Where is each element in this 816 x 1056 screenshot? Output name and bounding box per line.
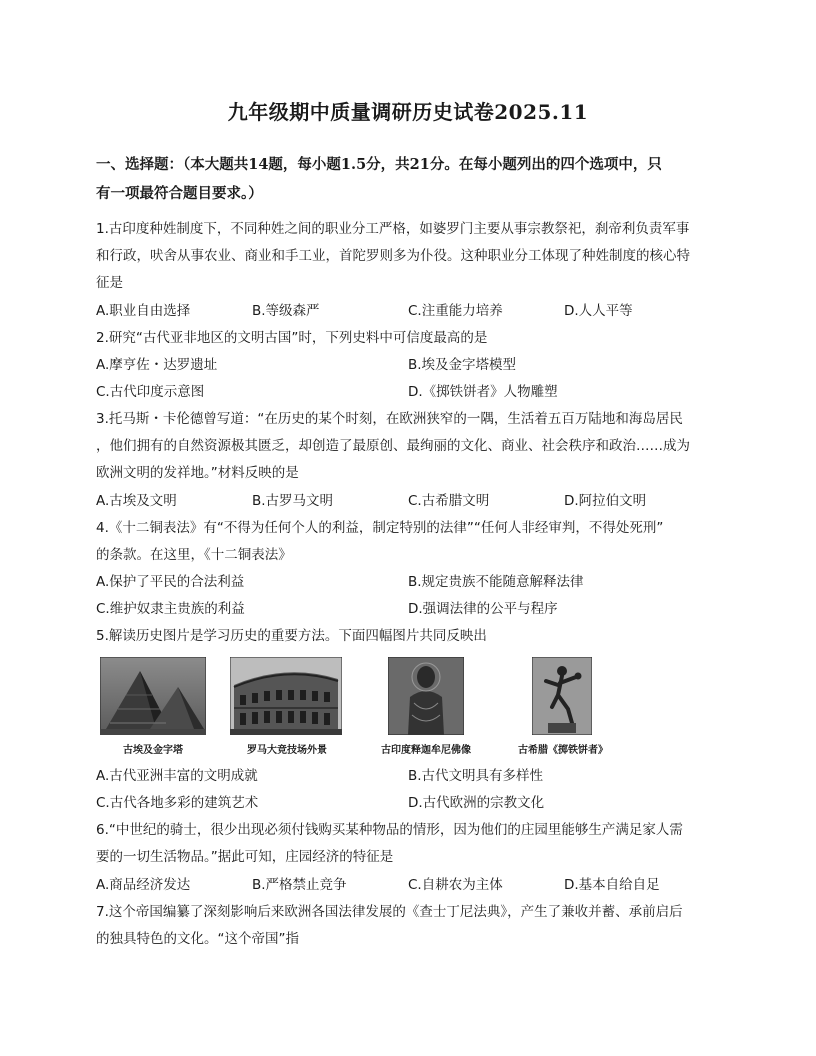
discobolus-caption: 古希腊《掷铁饼者》	[518, 745, 608, 756]
question-5-option-d[interactable]: D.古代欧洲的宗教文化	[408, 795, 545, 811]
pyramid-caption: 古埃及金字塔	[123, 745, 183, 756]
question-3-line-1: 3.托马斯・卡伦德曾写道：“在历史的某个时刻，在欧洲狭窄的一隅，生活着五百万陆地和海岛居民	[96, 411, 683, 427]
question-2-option-d[interactable]: D.《掷铁饼者》人物雕塑	[408, 384, 558, 400]
question-6-option-a[interactable]: A.商品经济发达	[96, 877, 191, 893]
section-heading-line-1: 一、选择题：（本大题共14题，每小题1.5分，共21分。在每小题列出的四个选项中，只	[96, 156, 662, 173]
question-5-images	[96, 655, 616, 755]
question-5-option-c[interactable]: C.古代各地多彩的建筑艺术	[96, 795, 259, 811]
question-3-option-a[interactable]: A.古埃及文明	[96, 493, 177, 509]
question-1-line-3: 征是	[96, 275, 123, 291]
question-3-option-c[interactable]: C.古希腊文明	[408, 493, 490, 509]
discobolus-statue-photo	[532, 657, 592, 735]
question-4-option-d[interactable]: D.强调法律的公平与程序	[408, 601, 558, 617]
question-6-line-2: 要的一切生活物品。”据此可知，庄园经济的特征是	[96, 849, 394, 865]
question-3-option-d[interactable]: D.阿拉伯文明	[564, 493, 647, 509]
exam-title: 九年级期中质量调研历史试卷2025.11	[227, 100, 589, 124]
question-1-line-1: 1.古印度种姓制度下，不同种姓之间的职业分工严格，如婆罗门主要从事宗教祭祀，刹帝利负责军事	[96, 221, 690, 237]
question-6-option-c[interactable]: C.自耕农为主体	[408, 877, 503, 893]
question-2-option-c[interactable]: C.古代印度示意图	[96, 384, 205, 400]
section-heading-line-2: 有一项最符合题目要求。）	[96, 185, 263, 202]
question-7-line-2: 的独具特色的文化。“这个帝国”指	[96, 931, 299, 947]
question-1-option-c[interactable]: C.注重能力培养	[408, 303, 503, 319]
question-1-line-2: 和行政，吠舍从事农业、商业和手工业，首陀罗则多为仆役。这种职业分工体现了种姓制度的核心特	[96, 248, 690, 264]
question-1-option-b[interactable]: B.等级森严	[252, 303, 320, 319]
question-1-option-d[interactable]: D.人人平等	[564, 303, 633, 319]
question-4-option-b[interactable]: B.规定贵族不能随意解释法律	[408, 574, 584, 590]
question-5-option-a[interactable]: A.古代亚洲丰富的文明成就	[96, 768, 258, 784]
question-3-line-3: 欧洲文明的发祥地。”材料反映的是	[96, 465, 299, 481]
question-2-line-1: 2.研究“古代亚非地区的文明古国”时，下列史料中可信度最高的是	[96, 330, 488, 346]
question-2-option-a[interactable]: A.摩亨佐・达罗遗址	[96, 357, 218, 373]
buddha-caption: 古印度释迦牟尼佛像	[381, 745, 471, 756]
question-5-option-b[interactable]: B.古代文明具有多样性	[408, 768, 544, 784]
question-4-line-2: 的条款。在这里，《十二铜表法》	[96, 547, 292, 563]
question-6-option-d[interactable]: D.基本自给自足	[564, 877, 660, 893]
question-2-option-b[interactable]: B.埃及金字塔模型	[408, 357, 517, 373]
question-6-line-1: 6.“中世纪的骑士，很少出现必须付钱购买某种物品的情形，因为他们的庄园里能够生产满足家人需	[96, 822, 683, 838]
question-6-option-b[interactable]: B.严格禁止竞争	[252, 877, 347, 893]
colosseum-photo	[230, 657, 342, 735]
question-4-option-a[interactable]: A.保护了平民的合法利益	[96, 574, 245, 590]
question-7-line-1: 7.这个帝国编纂了深刻影响后来欧洲各国法律发展的《查士丁尼法典》，产生了兼收并蓄、承前启后	[96, 904, 683, 920]
pyramid-photo	[100, 657, 206, 735]
question-5-line-1: 5.解读历史图片是学习历史的重要方法。下面四幅图片共同反映出	[96, 628, 487, 644]
section-heading	[96, 150, 726, 208]
question-4-option-c[interactable]: C.维护奴隶主贵族的利益	[96, 601, 245, 617]
question-3-line-2: ，他们拥有的自然资源极其匮乏，却创造了最原创、最绚丽的文化、商业、社会秩序和政治……成为	[96, 438, 690, 454]
question-1-option-a[interactable]: A.职业自由选择	[96, 303, 191, 319]
question-3-option-b[interactable]: B.古罗马文明	[252, 493, 334, 509]
buddha-statue-photo	[388, 657, 464, 735]
colosseum-caption: 罗马大竞技场外景	[247, 745, 327, 756]
question-4-line-1: 4.《十二铜表法》有“不得为任何个人的利益，制定特别的法律”“任何人非经审判，不得处死刑”	[96, 520, 664, 536]
